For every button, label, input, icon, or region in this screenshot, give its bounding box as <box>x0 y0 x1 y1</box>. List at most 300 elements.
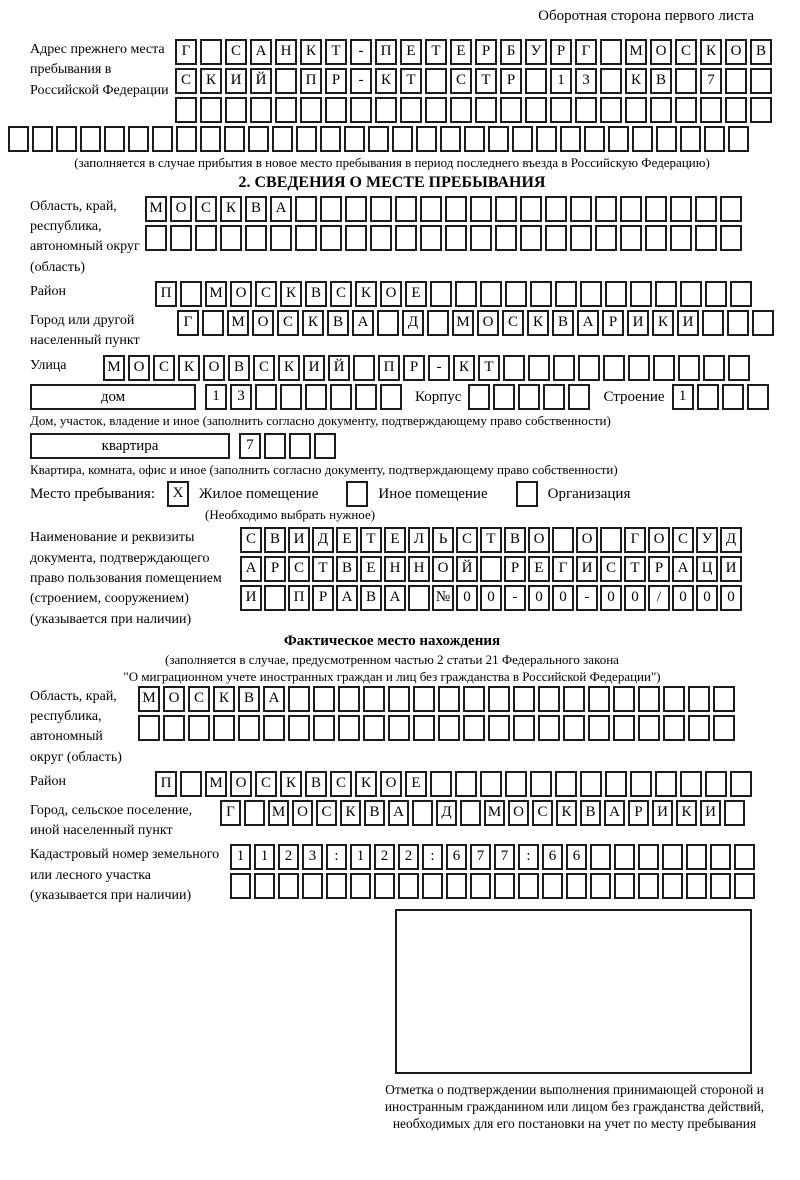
char-box: : <box>518 844 539 870</box>
char-box <box>213 715 235 741</box>
char-box: М <box>227 310 249 336</box>
char-box <box>713 686 735 712</box>
char-box <box>688 686 710 712</box>
char-box <box>518 384 540 410</box>
char-box: Т <box>400 68 422 94</box>
char-box <box>538 686 560 712</box>
char-box <box>305 384 327 410</box>
char-box <box>608 126 629 152</box>
char-box <box>455 771 477 797</box>
char-box <box>175 97 197 123</box>
char-box <box>613 686 635 712</box>
char-box: П <box>300 68 322 94</box>
char-box: Ц <box>696 556 718 582</box>
char-box: Г <box>575 39 597 65</box>
char-box <box>438 715 460 741</box>
char-box: Г <box>220 800 241 826</box>
char-box: И <box>700 800 721 826</box>
page-side-note: Оборотная сторона первого листа <box>538 8 754 24</box>
char-box <box>128 126 149 152</box>
char-box <box>225 97 247 123</box>
char-box <box>302 873 323 899</box>
char-box <box>438 686 460 712</box>
district-block <box>30 281 800 307</box>
char-box <box>630 281 652 307</box>
char-box <box>338 715 360 741</box>
char-box <box>503 355 525 381</box>
char-box <box>450 97 472 123</box>
char-box <box>470 196 492 222</box>
char-box: Е <box>405 281 427 307</box>
street-block <box>30 355 800 381</box>
prev-address-block <box>30 39 800 123</box>
char-box <box>730 281 752 307</box>
char-box <box>645 196 667 222</box>
char-box: Р <box>475 39 497 65</box>
char-box: У <box>696 527 718 553</box>
char-box: О <box>163 686 185 712</box>
char-box <box>370 196 392 222</box>
char-box: М <box>205 281 227 307</box>
char-box <box>695 196 717 222</box>
char-box: Т <box>360 527 382 553</box>
char-box <box>575 97 597 123</box>
char-box <box>686 844 707 870</box>
char-box <box>638 686 660 712</box>
char-box: С <box>502 310 524 336</box>
actual-district-block <box>30 771 800 797</box>
char-box <box>163 715 185 741</box>
char-box <box>747 384 769 410</box>
char-box <box>710 844 731 870</box>
char-box <box>313 686 335 712</box>
char-box <box>425 97 447 123</box>
char-box: 1 <box>350 844 371 870</box>
char-box <box>470 873 491 899</box>
char-box <box>245 225 267 251</box>
place-type-row <box>30 481 800 507</box>
char-box <box>296 126 317 152</box>
char-box <box>552 527 574 553</box>
char-box: Р <box>504 556 526 582</box>
char-box <box>728 355 750 381</box>
char-box: О <box>576 527 598 553</box>
char-box: В <box>364 800 385 826</box>
char-box <box>550 97 572 123</box>
document-label: Наименование и реквизиты документа, подтверждающего право пользования помещением (строением, сооружением) (указывается при наличии) <box>30 530 222 627</box>
char-box <box>278 873 299 899</box>
char-box <box>752 310 774 336</box>
char-box <box>254 873 275 899</box>
char-box <box>680 126 701 152</box>
stamp-caption: Отметка о подтверждении выполнения принимающей стороной и иностранным гражданином или лицом без гражданства действий, необходимых для его постановки на учет по месту пребывания <box>384 1082 765 1132</box>
region-row-2 <box>145 225 742 251</box>
char-box: 2 <box>278 844 299 870</box>
char-box <box>722 384 744 410</box>
char-box <box>176 126 197 152</box>
char-box <box>480 771 502 797</box>
char-box: В <box>305 771 327 797</box>
char-box: Б <box>500 39 522 65</box>
korpus-boxes <box>468 384 590 410</box>
char-box: 3 <box>302 844 323 870</box>
char-box <box>505 281 527 307</box>
char-box <box>313 715 335 741</box>
char-box: О <box>170 196 192 222</box>
char-box <box>395 225 417 251</box>
char-box <box>314 433 336 459</box>
char-box <box>494 873 515 899</box>
choose-note: (Необходимо выбрать нужное) <box>205 507 376 523</box>
house-caption: Дом, участок, владение и иное (заполнить согласно документу, подтверждающему право собственности) <box>30 412 611 428</box>
char-box <box>200 126 221 152</box>
char-box: 2 <box>398 844 419 870</box>
char-box <box>56 126 77 152</box>
char-box <box>195 225 217 251</box>
char-box: А <box>336 585 358 611</box>
char-box: К <box>300 39 322 65</box>
char-box: 3 <box>575 68 597 94</box>
char-box: Р <box>403 355 425 381</box>
char-box: 0 <box>720 585 742 611</box>
char-box: Л <box>408 527 430 553</box>
char-box <box>713 715 735 741</box>
char-box <box>663 686 685 712</box>
char-box: 0 <box>624 585 646 611</box>
char-box <box>670 225 692 251</box>
char-box: А <box>352 310 374 336</box>
char-box <box>353 355 375 381</box>
char-box <box>513 686 535 712</box>
char-box <box>422 873 443 899</box>
char-box: С <box>532 800 553 826</box>
char-box <box>750 97 772 123</box>
char-box <box>275 97 297 123</box>
char-box: П <box>155 771 177 797</box>
char-box: А <box>388 800 409 826</box>
char-box: Е <box>400 39 422 65</box>
char-box <box>700 97 722 123</box>
char-box <box>542 873 563 899</box>
char-box <box>545 196 567 222</box>
char-box <box>613 715 635 741</box>
char-box: О <box>128 355 150 381</box>
char-box: К <box>278 355 300 381</box>
char-box <box>580 281 602 307</box>
char-box: Н <box>275 39 297 65</box>
registration-stamp-box <box>395 909 752 1074</box>
char-box <box>704 126 725 152</box>
char-box <box>464 126 485 152</box>
char-box <box>338 686 360 712</box>
actual-location-title: Фактическое место нахождения <box>283 632 501 649</box>
cadastral-row-2 <box>230 873 755 899</box>
char-box <box>686 873 707 899</box>
char-box: Г <box>175 39 197 65</box>
char-box: И <box>720 556 742 582</box>
char-box: А <box>577 310 599 336</box>
char-box <box>344 126 365 152</box>
char-box <box>263 715 285 741</box>
char-box <box>495 225 517 251</box>
char-box <box>605 281 627 307</box>
char-box <box>427 310 449 336</box>
char-box: О <box>432 556 454 582</box>
char-box: С <box>188 686 210 712</box>
char-box: 7 <box>470 844 491 870</box>
char-box: О <box>230 771 252 797</box>
char-box: С <box>255 281 277 307</box>
char-box <box>566 873 587 899</box>
char-box <box>104 126 125 152</box>
char-box: К <box>355 771 377 797</box>
char-box <box>630 771 652 797</box>
char-box <box>244 800 265 826</box>
char-box <box>680 281 702 307</box>
char-box: Г <box>552 556 574 582</box>
char-box <box>370 225 392 251</box>
char-box: М <box>145 196 167 222</box>
char-box: - <box>350 68 372 94</box>
char-box <box>710 873 731 899</box>
city-block <box>30 310 800 352</box>
char-box <box>468 384 490 410</box>
actual-location-caption-1: (заполняется в случае, предусмотренном частью 2 статьи 21 Федерального закона <box>165 651 619 667</box>
char-box <box>202 310 224 336</box>
char-box: 1 <box>254 844 275 870</box>
char-box: С <box>255 771 277 797</box>
char-box <box>638 715 660 741</box>
char-box: Н <box>384 556 406 582</box>
char-box: К <box>556 800 577 826</box>
char-box <box>440 126 461 152</box>
char-box <box>570 225 592 251</box>
char-box <box>588 715 610 741</box>
char-box <box>734 873 755 899</box>
char-box: 0 <box>600 585 622 611</box>
actual-region-row-1 <box>138 686 735 712</box>
char-box <box>493 384 515 410</box>
char-box: № <box>432 585 454 611</box>
char-box: Е <box>450 39 472 65</box>
char-box <box>170 225 192 251</box>
char-box: 1 <box>205 384 227 410</box>
char-box: - <box>350 39 372 65</box>
char-box <box>280 384 302 410</box>
char-box: 6 <box>446 844 467 870</box>
char-box <box>614 844 635 870</box>
char-box <box>650 97 672 123</box>
char-box: О <box>650 39 672 65</box>
char-box: С <box>672 527 694 553</box>
char-box: В <box>327 310 349 336</box>
char-box <box>513 715 535 741</box>
char-box <box>584 126 605 152</box>
document-row-2 <box>240 556 742 582</box>
char-box: 2 <box>374 844 395 870</box>
char-box <box>620 225 642 251</box>
char-box: 0 <box>480 585 502 611</box>
char-box: - <box>428 355 450 381</box>
street-row <box>103 355 750 381</box>
char-box <box>413 686 435 712</box>
region-label: Область, край, республика, автономный округ (область) <box>30 198 140 275</box>
char-box: К <box>200 68 222 94</box>
char-box: - <box>504 585 526 611</box>
char-box <box>525 97 547 123</box>
char-box: 0 <box>456 585 478 611</box>
char-box <box>320 225 342 251</box>
char-box: Т <box>312 556 334 582</box>
actual-region-row-2 <box>138 715 735 741</box>
char-box: А <box>240 556 262 582</box>
prev-address-caption: (заполняется в случае прибытия в новое место пребывания в период последнего въезда в Российскую Федерацию) <box>74 155 710 170</box>
char-box: В <box>264 527 286 553</box>
char-box: Т <box>478 355 500 381</box>
char-box <box>288 686 310 712</box>
prev-address-row-4 <box>8 126 800 152</box>
char-box <box>224 126 245 152</box>
char-box <box>588 686 610 712</box>
char-box: Р <box>500 68 522 94</box>
char-box <box>330 384 352 410</box>
char-box <box>530 771 552 797</box>
char-box: С <box>175 68 197 94</box>
char-box: К <box>280 281 302 307</box>
char-box: А <box>604 800 625 826</box>
char-box: 6 <box>542 844 563 870</box>
region-block <box>30 196 800 278</box>
char-box: И <box>225 68 247 94</box>
char-box: 7 <box>494 844 515 870</box>
char-box: Р <box>602 310 624 336</box>
char-box <box>538 715 560 741</box>
char-box: К <box>375 68 397 94</box>
other-premises-checkbox <box>346 481 368 507</box>
char-box <box>488 126 509 152</box>
char-box <box>580 771 602 797</box>
char-box: М <box>205 771 227 797</box>
char-box <box>632 126 653 152</box>
place-type-label: Место пребывания: <box>30 485 155 502</box>
char-box: С <box>330 281 352 307</box>
section2-title: 2. СВЕДЕНИЯ О МЕСТЕ ПРЕБЫВАНИЯ <box>238 173 546 191</box>
dwelling-checkbox: X <box>167 481 189 507</box>
char-box: В <box>750 39 772 65</box>
cadastral-row-1 <box>230 844 755 870</box>
document-row-3 <box>240 585 742 611</box>
cadastral-label: Кадастровый номер земельного или лесного участка (указывается при наличии) <box>30 847 220 903</box>
char-box: И <box>303 355 325 381</box>
char-box: Р <box>648 556 670 582</box>
char-box: С <box>277 310 299 336</box>
char-box <box>595 225 617 251</box>
char-box <box>145 225 167 251</box>
char-box <box>595 196 617 222</box>
char-box <box>578 355 600 381</box>
char-box: К <box>340 800 361 826</box>
char-box: М <box>268 800 289 826</box>
char-box <box>600 527 622 553</box>
char-box <box>445 225 467 251</box>
char-box <box>656 126 677 152</box>
char-box <box>400 97 422 123</box>
char-box: Й <box>328 355 350 381</box>
apartment-type-box: квартира <box>30 433 230 459</box>
char-box: Д <box>720 527 742 553</box>
char-box: С <box>288 556 310 582</box>
apartment-row <box>30 433 800 459</box>
char-box: С <box>253 355 275 381</box>
char-box <box>345 225 367 251</box>
char-box <box>345 196 367 222</box>
char-box <box>238 715 260 741</box>
char-box <box>388 686 410 712</box>
char-box: Е <box>336 527 358 553</box>
char-box: Г <box>624 527 646 553</box>
char-box: О <box>203 355 225 381</box>
char-box: Т <box>325 39 347 65</box>
district-row <box>155 281 752 307</box>
char-box: И <box>677 310 699 336</box>
char-box <box>355 384 377 410</box>
other-premises-label: Иное помещение <box>378 485 488 502</box>
stamp-area <box>30 909 800 1132</box>
char-box <box>678 355 700 381</box>
char-box <box>264 433 286 459</box>
char-box <box>728 126 749 152</box>
char-box: О <box>380 281 402 307</box>
city-label: Город или другой населенный пункт <box>30 313 140 349</box>
char-box: У <box>525 39 547 65</box>
char-box <box>420 225 442 251</box>
char-box <box>255 384 277 410</box>
char-box <box>662 844 683 870</box>
char-box <box>350 97 372 123</box>
char-box: : <box>326 844 347 870</box>
char-box <box>720 225 742 251</box>
char-box <box>325 97 347 123</box>
char-box: О <box>380 771 402 797</box>
char-box <box>675 68 697 94</box>
house-row <box>30 384 800 410</box>
char-box <box>377 310 399 336</box>
char-box: К <box>355 281 377 307</box>
char-box <box>80 126 101 152</box>
char-box: О <box>477 310 499 336</box>
korpus-label: Корпус <box>415 388 462 405</box>
char-box <box>412 800 433 826</box>
char-box <box>555 771 577 797</box>
char-box: 1 <box>550 68 572 94</box>
char-box <box>603 355 625 381</box>
char-box <box>416 126 437 152</box>
char-box: 1 <box>230 844 251 870</box>
organization-label: Организация <box>547 485 631 502</box>
char-box: В <box>238 686 260 712</box>
char-box <box>512 126 533 152</box>
char-box <box>138 715 160 741</box>
char-box <box>655 281 677 307</box>
char-box <box>670 196 692 222</box>
prev-address-row-3 <box>175 97 772 123</box>
char-box: - <box>576 585 598 611</box>
char-box: К <box>302 310 324 336</box>
char-box: К <box>527 310 549 336</box>
char-box: 6 <box>566 844 587 870</box>
char-box <box>430 281 452 307</box>
char-box: Г <box>177 310 199 336</box>
